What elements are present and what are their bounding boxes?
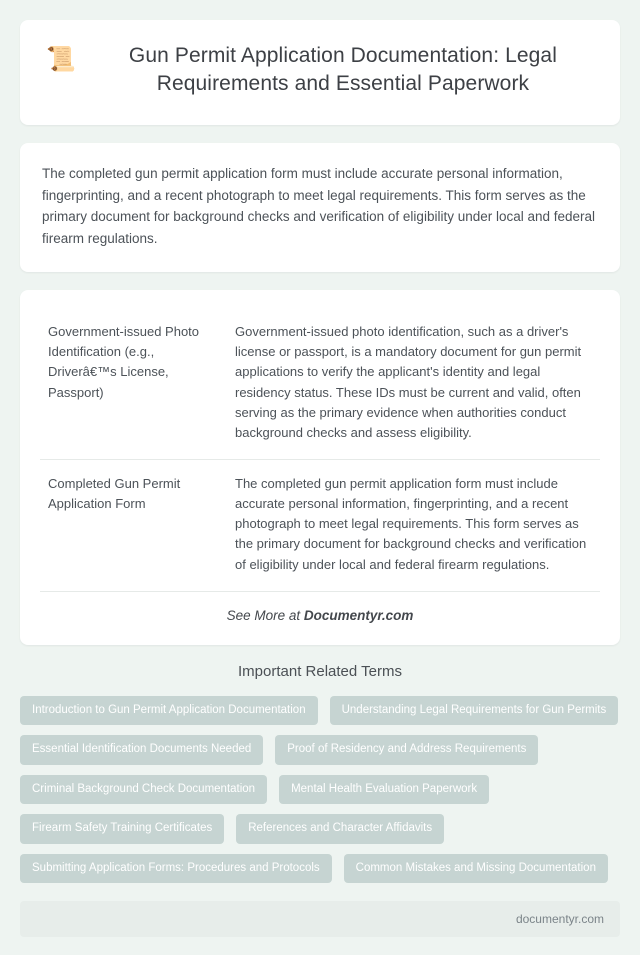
see-more-link[interactable]: Documentyr.com [303,607,414,623]
related-term-tag[interactable]: Criminal Background Check Documentation [20,775,267,805]
related-term-tag[interactable]: Essential Identification Documents Needed [20,735,263,765]
documents-table-card [20,290,620,645]
related-term-tag[interactable]: Understanding Legal Requirements for Gun Permits [330,696,619,726]
related-terms-list [20,696,620,902]
related-term-tag[interactable]: Introduction to Gun Permit Application Documentation [20,696,318,726]
related-term-tag[interactable]: Mental Health Evaluation Paperwork [279,775,489,805]
table-cell-description: The completed gun permit application form must include accurate personal information, fingerprinting, and a recent photograph to meet legal requirements. This form serves as the primary document for background checks and verification of eligibility under local and federal firearm regulations. [227,459,600,591]
related-term-tag[interactable]: Submitting Application Forms: Procedures and Protocols [20,854,332,884]
see-more-row [40,592,600,631]
related-term-tag[interactable]: Proof of Residency and Address Requirements [275,735,538,765]
table-row [40,308,600,459]
summary-text: The completed gun permit application form must include accurate personal information, fingerprinting, and a recent photograph to meet legal requirements. This form serves as the primary document for background checks and verification of eligibility under local and federal firearm regulations. [42,165,596,247]
document-icon: 📜 [46,46,76,73]
related-term-tag[interactable]: Firearm Safety Training Certificates [20,814,224,844]
summary-card [20,143,620,272]
table-row [40,459,600,591]
footer-site-label: documentyr.com [515,912,604,927]
page-title: Gun Permit Application Documentation: Legal Requirements and Essential Paperwork [128,44,557,96]
documents-table [40,308,600,592]
title-card [20,20,620,125]
related-term-tag[interactable]: References and Character Affidavits [236,814,444,844]
table-cell-term: Completed Gun Permit Application Form [40,459,227,591]
related-term-tag[interactable]: Common Mistakes and Missing Documentation [344,854,608,884]
see-more-prefix: See More at [226,607,304,623]
table-cell-description: Government-issued photo identification, such as a driver's license or passport, is a mandatory document for gun permit applications to verify the applicant's identity and legal residency status. These IDs must be current and valid, often serving as the primary evidence when authorities conduct background checks and assess eligibility. [227,308,600,459]
table-cell-term: Government-issued Photo Identification (e.g., Driverâ€™s License, Passport) [40,308,227,459]
footer [20,901,620,937]
related-terms-heading: Important Related Terms [238,662,402,680]
